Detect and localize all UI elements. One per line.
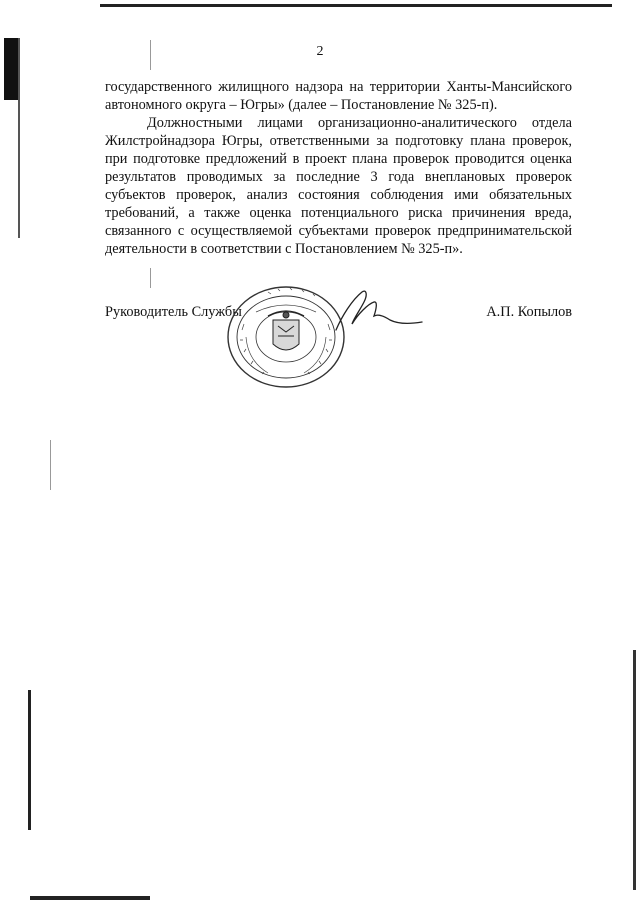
scan-border-left-line [18,38,20,238]
page-number: 2 [316,44,324,59]
scan-speck [50,440,51,490]
scan-border-left-lower [28,690,31,830]
paragraph-main: Должностными лицами организационно-аналитического отдела Жилстройнадзора Югры, ответственными за подготовку плана проверок, при подготовке предложений в проект плана проверок проводится оценка результатов проводимых за последние 3 года внеплановых проверок субъектов проверок, анализ состояния соблюдения ими обязательных требований, а также оценка потенциального риска причинения вреда, связанного с осуществляемой субъектами проверок предпринимательской деятельности в соответствии с Постановлением № 325-п». [105,115,572,257]
scan-border-top [100,4,612,7]
body-text [105,78,572,258]
signatory-position: Руководитель Службы [105,304,242,320]
scan-speck [150,268,151,288]
scan-border-bottom [30,896,150,900]
coat-of-arms-icon [268,311,304,350]
signatory-name: А.П. Копылов [486,304,572,320]
handwritten-signature [318,286,428,336]
paragraph-continuation: государственного жилищного надзора на территории Ханты-Мансийского автономного округа – Югры» (далее – Постановление № 325-п). [105,79,572,113]
scan-border-right [633,650,636,890]
